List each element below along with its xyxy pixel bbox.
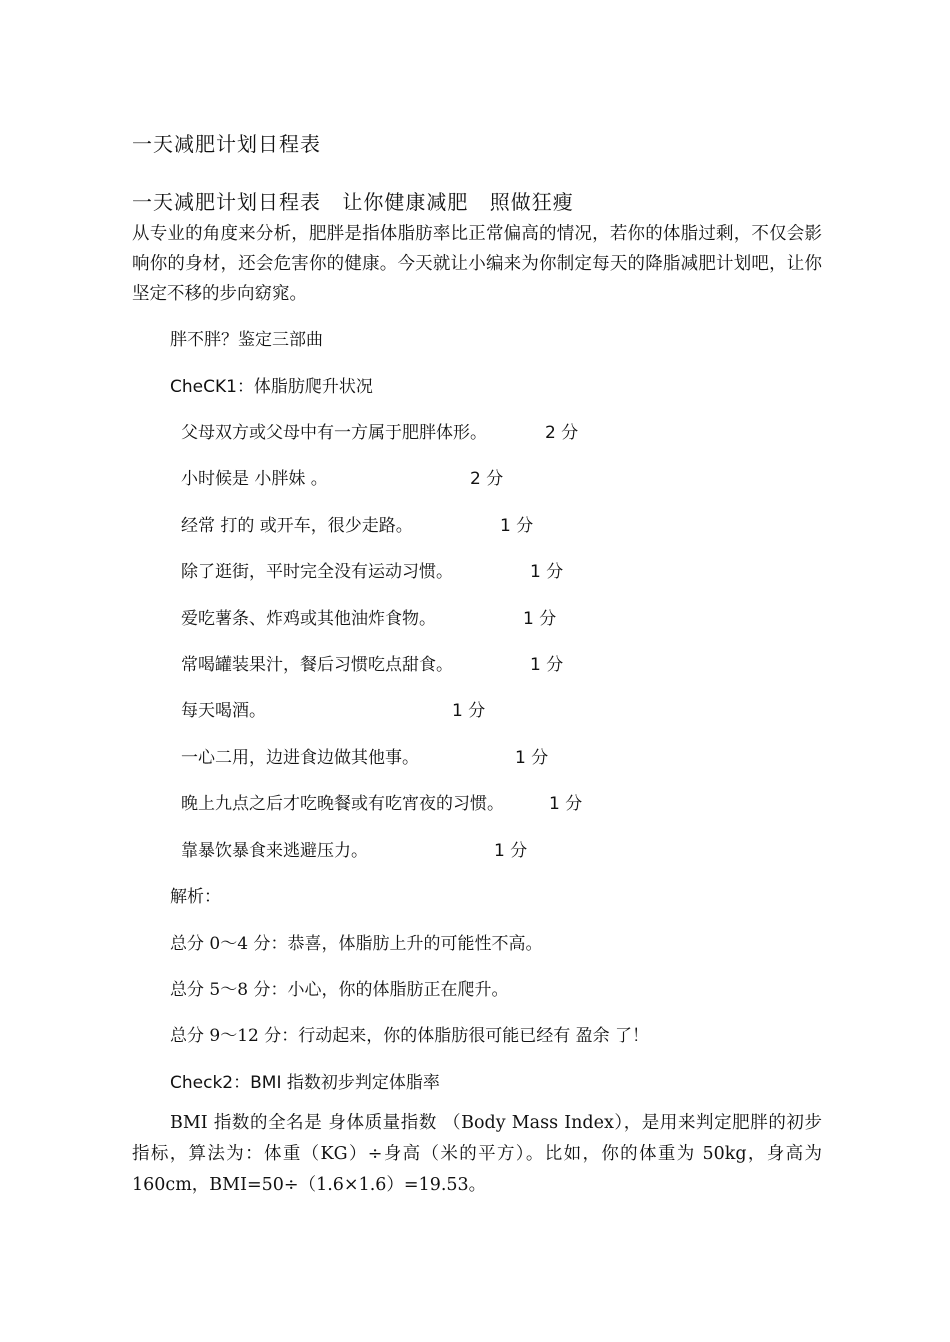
check1-heading: CheCK1：体脂肪爬升状况 <box>170 377 373 397</box>
check1-item <box>181 696 486 721</box>
check1-item <box>181 789 583 814</box>
check1-item <box>181 743 549 768</box>
section-heading: 胖不胖？鉴定三部曲 <box>170 330 323 350</box>
analysis-item: 总分 9～12 分：行动起来，你的体脂肪很可能已经有 盈余 了！ <box>170 1026 650 1046</box>
check1-item-score: 1 分 <box>523 609 557 629</box>
analysis-label: 解析： <box>170 887 221 907</box>
check1-item-score: 2 分 <box>545 423 579 443</box>
subtitle-part-1: 一天减肥计划日程表 <box>132 190 321 214</box>
analysis-item: 总分 0～4 分：恭喜，体脂肪上升的可能性不高。 <box>170 934 543 954</box>
analysis-item: 总分 5～8 分：小心，你的体脂肪正在爬升。 <box>170 980 509 1000</box>
check1-item-score: 1 分 <box>515 748 549 768</box>
check1-item-score: 1 分 <box>500 516 534 536</box>
check1-item-text: 小时候是 小胖妹 。 <box>181 469 328 489</box>
check1-item-text: 晚上九点之后才吃晚餐或有吃宵夜的习惯。 <box>181 794 504 814</box>
check1-item-text: 靠暴饮暴食来逃避压力。 <box>181 841 368 861</box>
check1-item-score: 1 分 <box>530 562 564 582</box>
check1-item <box>181 836 528 861</box>
document-title: 一天减肥计划日程表 <box>132 132 321 156</box>
check1-item <box>181 650 564 675</box>
document-subtitle <box>132 186 588 215</box>
subtitle-part-3: 照做狂瘦 <box>489 190 574 214</box>
bmi-paragraph: BMI 指数的全名是 身体质量指数 （Body Mass Index），是用来判定肥胖的初步指标，算法为：体重（KG）÷身高（米的平方）。比如，你的体重为 50kg，身高为 160cm，BMI=50÷（1.6×1.6）=19.53。 <box>132 1113 822 1195</box>
check1-item-text: 常喝罐装果汁，餐后习惯吃点甜食。 <box>181 655 453 675</box>
subtitle-part-2: 让你健康减肥 <box>342 190 469 214</box>
check1-item-text: 每天喝酒。 <box>181 701 266 721</box>
check1-item-score: 1 分 <box>494 841 528 861</box>
check1-item-score: 2 分 <box>470 469 504 489</box>
check1-item <box>181 418 579 443</box>
check1-item <box>181 604 557 629</box>
check1-item-text: 经常 打的 或开车，很少走路。 <box>181 516 413 536</box>
check1-item-score: 1 分 <box>530 655 564 675</box>
check1-item-text: 父母双方或父母中有一方属于肥胖体形。 <box>181 423 487 443</box>
check1-item-text: 一心二用，边进食边做其他事。 <box>181 748 419 768</box>
check1-item <box>181 511 534 536</box>
check1-item-text: 除了逛街，平时完全没有运动习惯。 <box>181 562 453 582</box>
check1-item-score: 1 分 <box>549 794 583 814</box>
check1-item-score: 1 分 <box>452 701 486 721</box>
check2-heading: Check2：BMI 指数初步判定体脂率 <box>170 1073 440 1093</box>
check1-item-text: 爱吃薯条、炸鸡或其他油炸食物。 <box>181 609 436 629</box>
check1-item <box>181 464 504 489</box>
intro-paragraph: 从专业的角度来分析，肥胖是指体脂肪率比正常偏高的情况，若你的体脂过剩，不仅会影响你的身材，还会危害你的健康。今天就让小编来为你制定每天的降脂减肥计划吧，让你坚定不移的步向窈窕。 <box>132 224 822 304</box>
check1-item <box>181 557 564 582</box>
